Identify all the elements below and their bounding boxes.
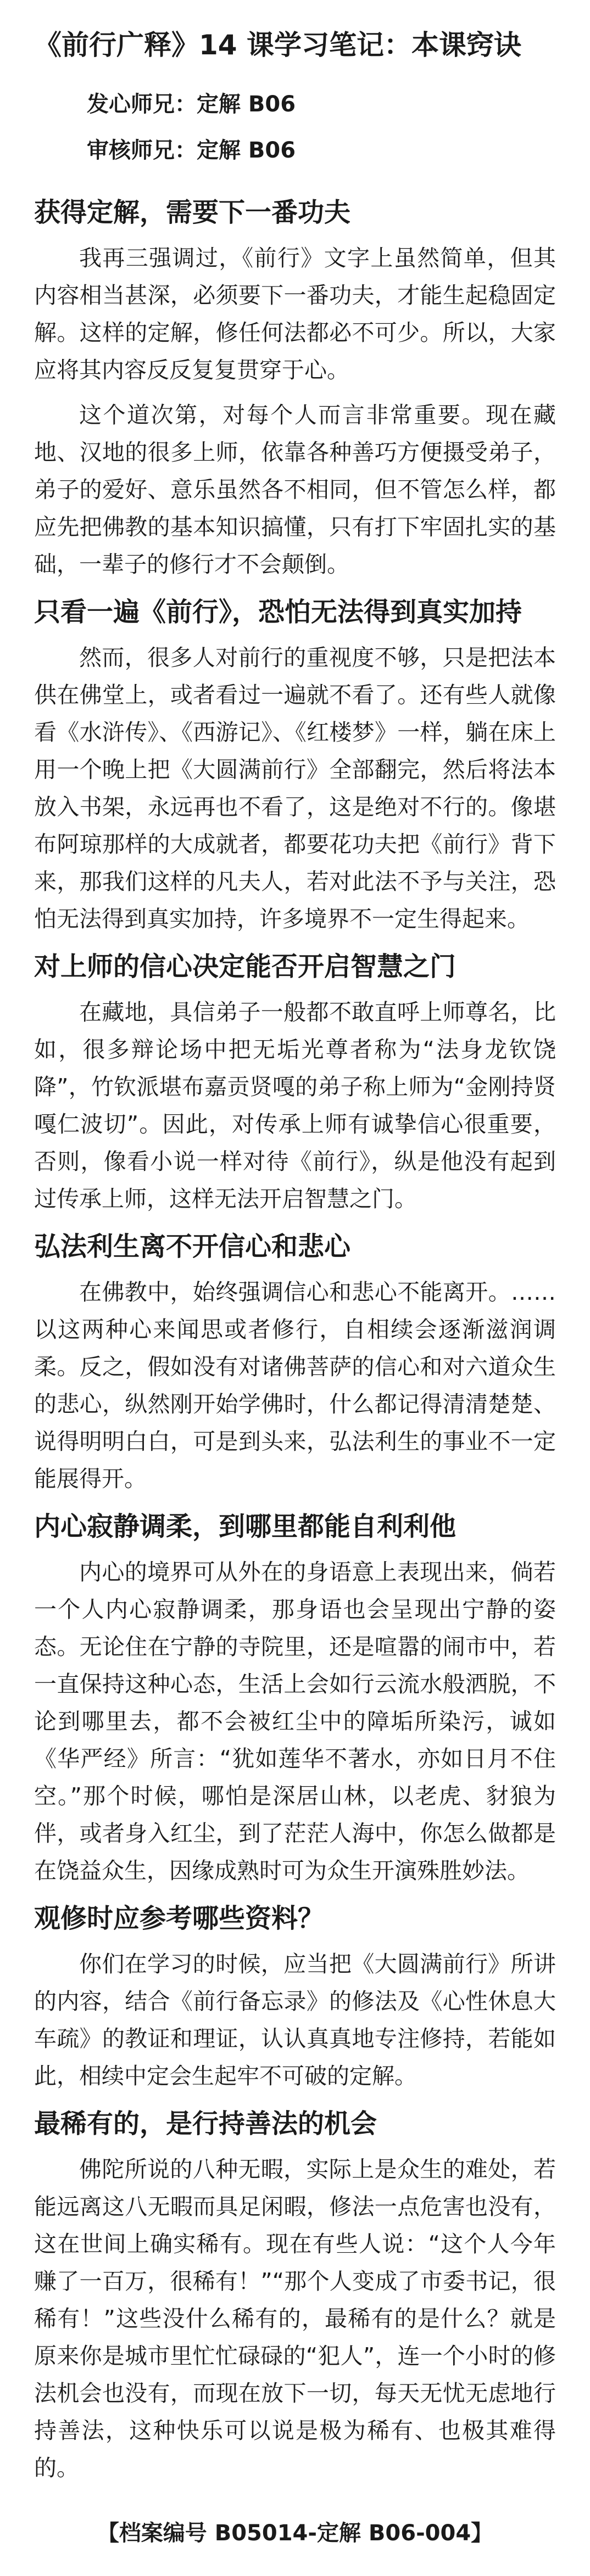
paragraph: 我再三强调过，《前行》文字上虽然简单，但其内容相当甚深，必须要下一番功夫，才能生起稳固定解。这样的定解，修任何法都必不可少。所以，大家应将其内容反反复复贯穿于心。 bbox=[34, 245, 556, 383]
section-heading: 最稀有的，是行持善法的机会 bbox=[34, 2108, 377, 2139]
page-title: 《前行广释》14 课学习笔记：本课窍诀 bbox=[34, 29, 521, 61]
paragraph: 佛陀所说的八种无暇，实际上是众生的难处，若能远离这八无暇而具足闲暇，修法一点危害也没有，这在世间上确实稀有。现在有些人说：“这个人今年赚了一百万，很稀有！”“那个人变成了市委书记，很稀有！”这些没什么稀有的，最稀有的是什么？就是原来你是城市里忙忙碌碌的“犯人”，连一个小时的修法机会也没有，而现在放下一切，每天无忧无虑地行持善法，这种快乐可以说是极为稀有、也极其难得的。 bbox=[34, 2156, 556, 2481]
paragraph: 内心的境界可从外在的身语意上表现出来，倘若一个人内心寂静调柔，那身语也会呈现出宁静的姿态。无论住在宁静的寺院里，还是喧嚣的闹市中，若一直保持这种心态，生活上会如行云流水般洒脱，不论到哪里去，都不会被红尘中的障垢所染污，诚如《华严经》所言：“犹如莲华不著水，亦如日月不住空。”那个时候，哪怕是深居山林，以老虎、豺狼为伴，或者身入红尘，到了茫茫人海中，你怎么做都是在饶益众生，因缘成熟时可为众生开演殊胜妙法。 bbox=[34, 1559, 556, 1884]
section-heading: 弘法利生离不开信心和悲心 bbox=[34, 1231, 351, 1262]
section-2 bbox=[34, 591, 556, 938]
paragraph: 你们在学习的时候，应当把《大圆满前行》所讲的内容，结合《前行备忘录》的修法及《心性休息大车疏》的教证和理证，认认真真地专注修持，若能如此，相续中定会生起牢不可破的定解。 bbox=[34, 1951, 556, 2089]
reviewer-credit: 审核师兄：定解 B06 bbox=[87, 138, 296, 163]
section-heading: 对上师的信心决定能否开启智慧之门 bbox=[34, 951, 457, 982]
paragraph: 在佛教中，始终强调信心和悲心不能离开。……以这两种心来闻思或者修行，自相续会逐渐滋润调柔。反之，假如没有对诸佛菩萨的信心和对六道众生的悲心，纵然刚开始学佛时，什么都记得清清楚楚、说得明明白白，可是到头来，弘法利生的事业不一定能展得开。 bbox=[34, 1279, 556, 1492]
section-3 bbox=[34, 945, 556, 1217]
credits-block bbox=[34, 81, 556, 173]
author-credit: 发心师兄：定解 B06 bbox=[87, 92, 296, 117]
section-1 bbox=[34, 191, 556, 583]
archive-number: 【档案编号 B05014-定解 B06-004】 bbox=[97, 2521, 493, 2546]
section-heading: 观修时应参考哪些资料？ bbox=[34, 1903, 325, 1934]
section-4 bbox=[34, 1225, 556, 1497]
section-heading: 获得定解，需要下一番功夫 bbox=[34, 197, 351, 228]
section-heading: 内心寂静调柔，到哪里都能自利利他 bbox=[34, 1511, 457, 1542]
section-heading: 只看一遍《前行》，恐怕无法得到真实加持 bbox=[34, 597, 522, 627]
paragraph: 这个道次第，对每个人而言非常重要。现在藏地、汉地的很多上师，依靠各种善巧方便摄受弟子，弟子的爱好、意乐虽然各不相同，但不管怎么样，都应先把佛教的基本知识搞懂，只有打下牢固扎实的基础，一辈子的修行才不会颠倒。 bbox=[34, 402, 556, 577]
section-7 bbox=[34, 2102, 556, 2487]
section-6 bbox=[34, 1897, 556, 2095]
section-5 bbox=[34, 1505, 556, 1889]
paragraph: 在藏地，具信弟子一般都不敢直呼上师尊名，比如，很多辩论场中把无垢光尊者称为“法身龙钦饶降”，竹钦派堪布嘉贡贤嘎的弟子称上师为“金刚持贤嘎仁波切”。因此，对传承上师有诚挚信心很重要，否则，像看小说一样对待《前行》，纵是他没有起到过传承上师，这样无法开启智慧之门。 bbox=[34, 999, 556, 1212]
paragraph: 然而，很多人对前行的重视度不够，只是把法本供在佛堂上，或者看过一遍就不看了。还有些人就像看《水浒传》、《西游记》、《红楼梦》一样，躺在床上用一个晚上把《大圆满前行》全部翻完，然后将法本放入书架，永远再也不看了，这是绝对不行的。像堪布阿琼那样的大成就者，都要花功夫把《前行》背下来，那我们这样的凡夫人，若对此法不予与关注，恐怕无法得到真实加持，许多境界不一定生得起来。 bbox=[34, 644, 556, 932]
